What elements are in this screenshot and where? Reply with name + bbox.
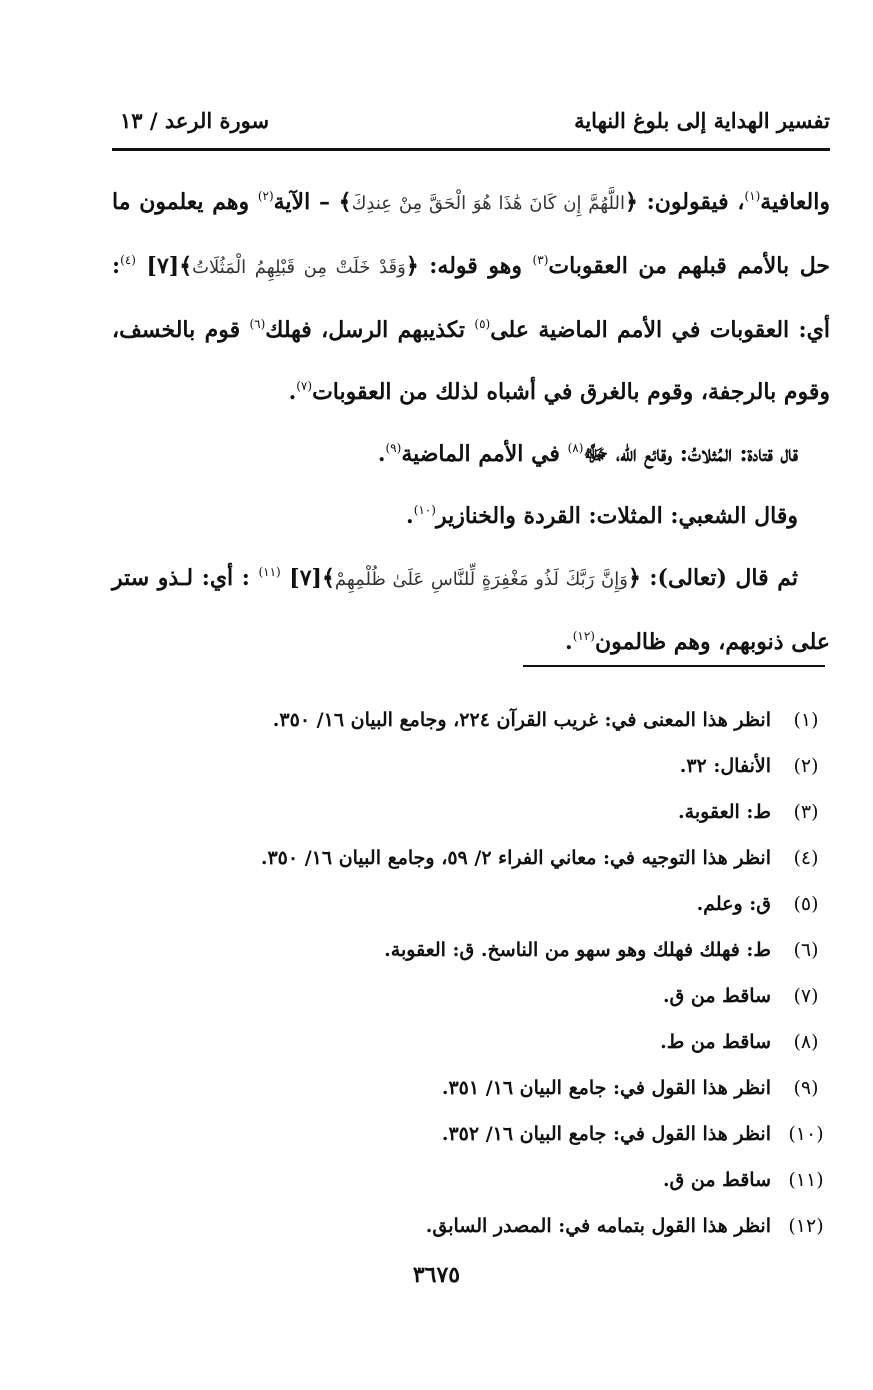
book-title: تفسير الهداية إلى بلوغ النهاية [574, 108, 830, 133]
footnote-number: (٨) [793, 1031, 819, 1053]
footnote-ref: (٧) [296, 379, 313, 393]
footnote-item [131, 749, 831, 795]
footnote-item [131, 933, 831, 979]
paragraph-1 [112, 168, 830, 420]
text-run: ﴾ – الآية [273, 189, 352, 215]
footnote-text: انظر هذا القول في: جامع البيان ١٦/ ٣٥١. [441, 1077, 771, 1099]
paragraph-2 [112, 420, 830, 482]
surah-label: سورة الرعد / ١٣ [120, 108, 270, 133]
text-run: ، فيقولون: ﴿ [625, 189, 745, 215]
footnote-number: (٥) [793, 893, 819, 915]
footnote-text: انظر هذا المعنى في: غريب القرآن ٢٢٤، وجامع البيان ١٦/ ٣٥٠. [272, 709, 771, 731]
footnote-item [131, 841, 831, 887]
footnote-number: (٤) [793, 847, 819, 869]
header-rule [112, 148, 830, 151]
footnote-item [131, 979, 831, 1025]
footnote-ref: (٩) [385, 441, 402, 455]
footnote-text: ساقط من ق. [662, 985, 771, 1007]
footnote-item [131, 1071, 831, 1117]
text-run: في الأمم الماضية [401, 441, 568, 467]
footnote-number: (١١) [788, 1169, 824, 1191]
footnote-number: (٧) [793, 985, 819, 1007]
footnote-number: (٢) [793, 755, 819, 777]
footnote-text: انظر هذا التوجيه في: معاني الفراء ٢/ ٥٩، وجامع البيان ١٦/ ٣٥٠. [260, 847, 771, 869]
quran-verse: وَإِنَّ رَبَّكَ لَذُو مَغْفِرَةٍ لِّلنَّاسِ عَلَىٰ ظُلْمِهِمْ [334, 569, 628, 590]
text-run: . [565, 629, 573, 655]
footnote-ref: (١٢) [572, 629, 595, 643]
text-run: : أي: لـذو ستر على ذنوبهم، وهم ظالمون [112, 565, 830, 655]
quran-verse: وَقَدْ خَلَتْ مِن قَبْلِهِمُ الْمَثُلَاتُ [192, 257, 406, 278]
footnote-ref: (١٠) [413, 503, 436, 517]
footnote-ref: (١) [744, 189, 761, 203]
text-run: وهم يعلمون ما حل بالأمم قبلهم من العقوبات [112, 189, 830, 279]
main-text [112, 168, 830, 670]
footnote-item [131, 795, 831, 841]
text-run: ﴾[٧] [280, 565, 335, 591]
footnote-number: (٣) [793, 801, 819, 823]
footnote-text: انظر هذا القول بتمامه في: المصدر السابق. [425, 1215, 771, 1237]
text-run: والعافية [760, 189, 830, 215]
footnote-number: (١٠) [788, 1123, 824, 1145]
text-run: . [406, 503, 414, 529]
text-run: تكذيبهم الرسل، فهلك [265, 317, 475, 343]
running-header [112, 102, 830, 142]
footnote-item [131, 1025, 831, 1071]
footnotes-list [131, 703, 831, 1255]
footnote-text: ط: فهلك فهلك وهو سهو من الناسخ. ق: العقوبة. [384, 939, 771, 961]
text-run: وهو قوله: ﴿ [405, 253, 533, 279]
footnote-text: ق: وعلم. [696, 893, 771, 915]
footnote-ref: (٤) [120, 253, 136, 267]
footnote-separator [523, 665, 825, 667]
text-run: . [377, 441, 386, 467]
footnote-text: الأنفال: ٣٢. [679, 755, 771, 777]
paragraph-4 [112, 544, 830, 670]
footnote-text: ساقط من ق. [662, 1169, 771, 1191]
text-run: : أي: العقوبات في الأمم الماضية على [112, 253, 830, 343]
footnote-ref: (٢) [257, 189, 274, 203]
text-run: ﴾[٧] [135, 253, 193, 279]
footnote-text: ط: العقوبة. [678, 801, 771, 823]
text-run: وقال الشعبي: المثلات: القردة والخنازير [435, 503, 798, 529]
footnote-ref: (٥) [474, 317, 491, 331]
text-run: . [288, 379, 297, 405]
footnote-item [131, 887, 831, 933]
footnote-text: ساقط من ط. [660, 1031, 771, 1053]
footnote-item [131, 1209, 831, 1255]
quran-verse: اللَّهُمَّ إِن كَانَ هَٰذَا هُوَ الْحَقَّ مِنْ عِندِكَ [351, 193, 625, 214]
footnote-item [131, 1163, 831, 1209]
text-run: قوم بالخسف، وقوم بالرجفة، وقوم بالغرق في أشباه لذلك من العقوبات [112, 317, 830, 405]
footnote-ref: (٨) [567, 441, 584, 455]
footnote-ref: (٦) [249, 317, 266, 331]
footnote-item [131, 703, 831, 749]
paragraph-3 [112, 482, 830, 544]
footnote-ref: (٣) [532, 253, 549, 267]
footnote-number: (١٢) [788, 1215, 824, 1237]
footnote-number: (٦) [793, 939, 819, 961]
footnote-ref: (١١) [258, 565, 281, 579]
page-number: ٣٦٧٥ [412, 1262, 461, 1288]
text-run: قال قتادة: المُثلاتُ: وقائع الله، ﷻ [583, 441, 798, 467]
footnote-text: انظر هذا القول في: جامع البيان ١٦/ ٣٥٢. [441, 1123, 771, 1145]
footnote-number: (٩) [793, 1077, 819, 1099]
footnote-item [131, 1117, 831, 1163]
text-run: ثم قال (تعالى): ﴿ [627, 565, 798, 591]
footnote-number: (١) [793, 709, 819, 731]
